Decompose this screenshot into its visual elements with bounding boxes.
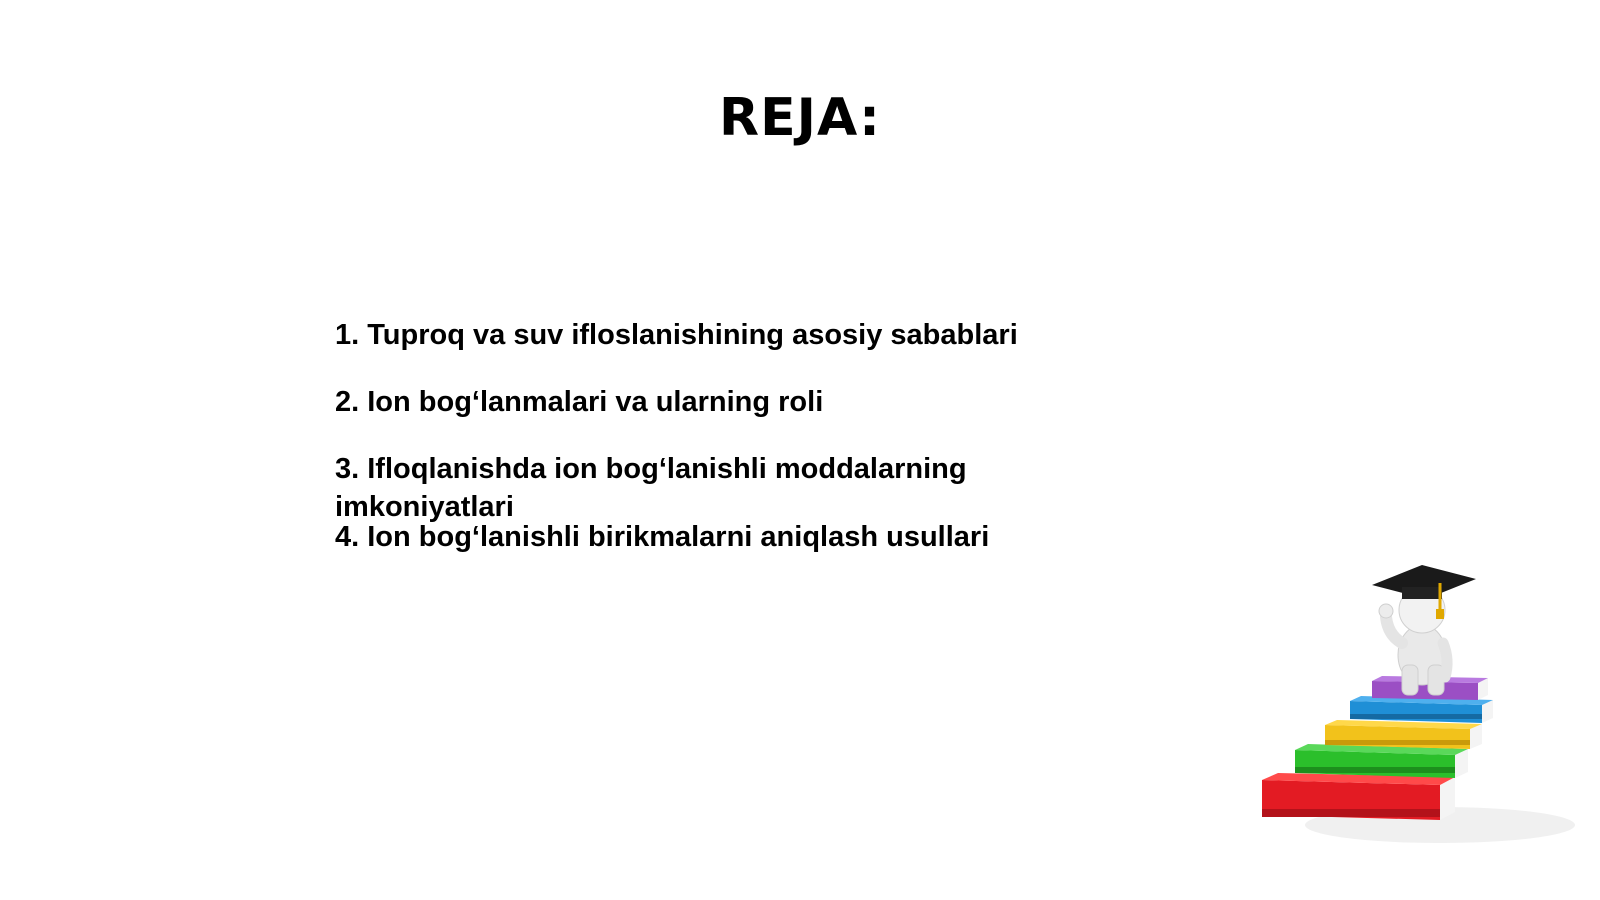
red-book (1262, 773, 1455, 820)
graduate-on-book-stack-icon (1250, 565, 1580, 875)
plan-list (335, 316, 1095, 556)
slide-title: REJA: (719, 88, 881, 148)
plan-item-1: 1. Tuproq va suv ifloslanishining asosiy sabablari (335, 319, 1018, 351)
plan-item-3: 3. Ifloqlanishda ion bog‘lanishli moddalarning imkoniyatlari (335, 453, 967, 523)
plan-item-4: 4. Ion bog‘lanishli birikmalarni aniqlash usullari (335, 521, 990, 553)
green-book (1295, 744, 1468, 778)
graduate-figure (1372, 565, 1476, 695)
yellow-book (1325, 720, 1482, 749)
blue-book (1350, 696, 1493, 723)
plan-item-2: 2. Ion bog‘lanmalari va ularning roli (335, 386, 824, 418)
